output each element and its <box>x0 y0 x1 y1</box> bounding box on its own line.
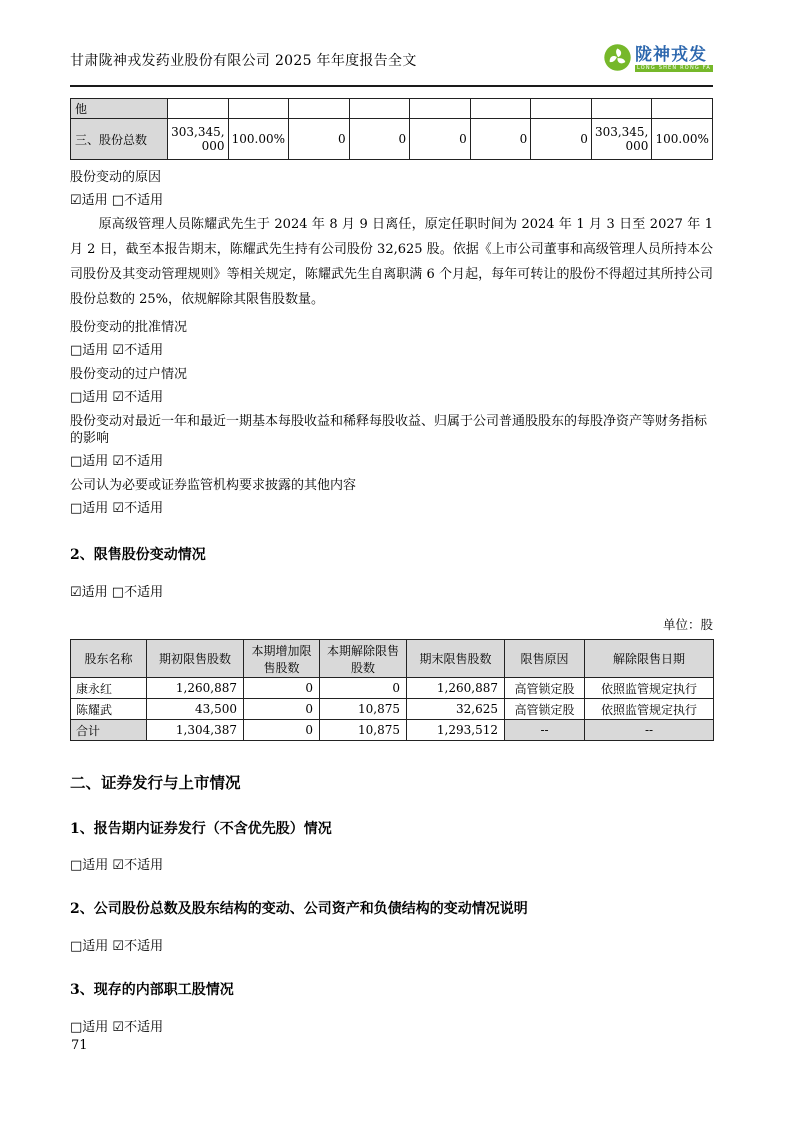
cell: 10,875 <box>320 699 407 720</box>
cell: 1,260,887 <box>147 678 244 699</box>
col-header: 期末限售股数 <box>407 640 505 678</box>
col-header: 期初限售股数 <box>147 640 244 678</box>
cell: 303,345,000 <box>591 119 652 160</box>
logo-company-name: 陇神戎发 <box>634 45 707 65</box>
cell: -- <box>505 720 585 741</box>
company-logo <box>604 44 713 75</box>
page-header <box>70 0 713 87</box>
cell: 0 <box>470 119 531 160</box>
cell: 1,304,387 <box>147 720 244 741</box>
applicability-line: □适用 ☑不适用 <box>70 858 164 873</box>
row-label: 三、股份总数 <box>71 119 168 160</box>
cell <box>168 99 229 119</box>
applicability-line: □适用 ☑不适用 <box>70 501 164 516</box>
applicability-line: □适用 ☑不适用 <box>70 939 164 954</box>
report-title: 甘肃陇神戎发药业股份有限公司 2025 年年度报告全文 <box>70 52 417 69</box>
cell <box>531 99 592 119</box>
change-reason-label: 股份变动的原因 <box>70 170 162 185</box>
cell <box>228 99 289 119</box>
other-disclosure-label: 公司认为必要或证券监管机构要求披露的其他内容 <box>70 478 357 493</box>
approval-status-label: 股份变动的批准情况 <box>70 320 188 335</box>
cell: 高管锁定股 <box>505 699 585 720</box>
row-label: 他 <box>71 99 168 119</box>
table-header-row <box>71 640 714 678</box>
applicability-line: ☑适用 □不适用 <box>70 193 164 208</box>
applicability-line: ☑适用 □不适用 <box>70 585 164 600</box>
eps-impact-label: 股份变动对最近一年和最近一期基本每股收益和稀释每股收益、归属于公司普通股股东的每股净资产等财务指标的影响 <box>70 414 708 446</box>
cell <box>470 99 531 119</box>
cell: 高管锁定股 <box>505 678 585 699</box>
logo-company-name-en: LONG SHEN RONG FA <box>636 65 711 71</box>
cell: 1,293,512 <box>407 720 505 741</box>
applicability-line: □适用 ☑不适用 <box>70 454 164 469</box>
table-row <box>71 699 714 720</box>
col-header: 股东名称 <box>71 640 147 678</box>
applicability-line: □适用 ☑不适用 <box>70 343 164 358</box>
subsection-heading-employee-shares: 3、现存的内部职工股情况 <box>70 982 234 998</box>
restricted-shares-table <box>70 639 714 741</box>
cell: 1,260,887 <box>407 678 505 699</box>
pinwheel-logo-icon <box>604 44 631 75</box>
col-header: 解除限售日期 <box>585 640 714 678</box>
applicability-line: □适用 ☑不适用 <box>70 1020 164 1035</box>
cell: 依照监管规定执行 <box>585 678 714 699</box>
total-label: 合计 <box>71 720 147 741</box>
applicability-line: □适用 ☑不适用 <box>70 390 164 405</box>
cell: 10,875 <box>320 720 407 741</box>
cell: 0 <box>289 119 350 160</box>
shareholder-name: 康永红 <box>71 678 147 699</box>
transfer-status-label: 股份变动的过户情况 <box>70 367 188 382</box>
col-header: 本期解除限售股数 <box>320 640 407 678</box>
restricted-shares-heading: 2、限售股份变动情况 <box>70 547 206 563</box>
col-header: 限售原因 <box>505 640 585 678</box>
cell: 303,345,000 <box>168 119 229 160</box>
cell: 32,625 <box>407 699 505 720</box>
subsection-heading-structure-change: 2、公司股份总数及股东结构的变动、公司资产和负债结构的变动情况说明 <box>70 901 528 917</box>
table-total-row <box>71 720 714 741</box>
cell: 0 <box>531 119 592 160</box>
change-reason-paragraph: 原高级管理人员陈耀武先生于 2024 年 8 月 9 日离任，原定任职时间为 2024 年 1 月 3 日至 2027 年 1 月 2 日，截至本报告期末，陈耀武先生持有公司股份 32,625 股。依据《上市公司董事和高级管理人员所持本公司股份及其变动管理规则》等相关规定，陈耀武先生自离职满 6 个月起，每年可转让的股份不得超过其所持公司股份总数的 25%，依规解除其限售股数量。 <box>70 217 713 307</box>
cell: 0 <box>244 720 320 741</box>
cell: -- <box>585 720 714 741</box>
cell: 100.00% <box>652 119 713 160</box>
shareholder-name: 陈耀武 <box>71 699 147 720</box>
cell: 0 <box>244 678 320 699</box>
share-change-table <box>70 98 713 160</box>
col-header: 本期增加限售股数 <box>244 640 320 678</box>
cell <box>410 99 471 119</box>
page-number: 71 <box>71 1038 88 1053</box>
subsection-heading-issuance: 1、报告期内证券发行（不含优先股）情况 <box>70 821 332 837</box>
cell: 0 <box>244 699 320 720</box>
cell: 0 <box>410 119 471 160</box>
cell <box>349 99 410 119</box>
cell: 100.00% <box>228 119 289 160</box>
cell: 依照监管规定执行 <box>585 699 714 720</box>
cell <box>289 99 350 119</box>
section-heading-securities: 二、证券发行与上市情况 <box>70 773 241 792</box>
unit-label: 单位：股 <box>662 617 713 632</box>
cell: 43,500 <box>147 699 244 720</box>
table-row <box>71 678 714 699</box>
cell: 0 <box>349 119 410 160</box>
cell <box>652 99 713 119</box>
cell <box>591 99 652 119</box>
table-row <box>71 99 713 119</box>
table-row <box>71 119 713 160</box>
cell: 0 <box>320 678 407 699</box>
